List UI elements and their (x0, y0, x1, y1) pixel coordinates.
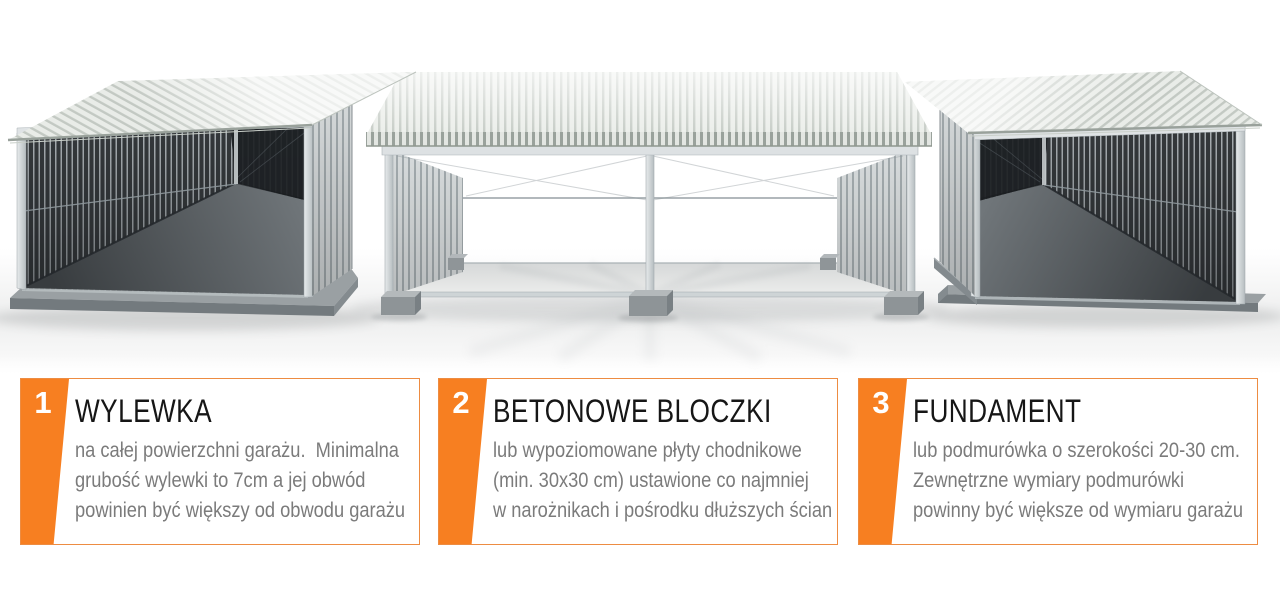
garage-render-right-foundation (905, 71, 1280, 328)
info-card-betonowe-bloczki (438, 378, 838, 545)
garage-render-left-screed (0, 72, 416, 331)
card-body-line: lub wypoziomowane płyty chodnikowe (493, 439, 802, 462)
step-number: 1 (34, 385, 52, 420)
card-body-line: powinny być większe od wymiaru garażu (913, 499, 1244, 522)
card-title: BETONOWE BLOCZKI (493, 393, 772, 429)
card-body-line: w narożnikach i pośrodku dłuższych ścian (493, 499, 833, 522)
card-body-line: Zewnętrzne wymiary podmurówki (913, 469, 1185, 492)
card-body (913, 436, 1257, 526)
info-card-fundament (858, 378, 1258, 545)
step-number: 2 (452, 385, 470, 420)
card-body-line: powinien być większy od obwodu garażu (75, 499, 406, 522)
card-body-line: grubość wylewki to 7cm a jej obwód (75, 469, 366, 492)
card-body-line: (min. 30x30 cm) ustawione co najmniej (493, 469, 809, 492)
info-card-wylewka (20, 378, 420, 545)
step-number: 3 (872, 385, 890, 420)
card-title: FUNDAMENT (913, 393, 1082, 429)
card-body-line: lub podmurówka o szerokości 20-30 cm. (913, 439, 1240, 462)
card-body-line: na całej powierzchni garażu. Minimalna (75, 439, 399, 462)
card-title: WYLEWKA (75, 393, 213, 429)
card-body (493, 436, 837, 526)
garage-render-middle-blocks (350, 72, 950, 360)
card-body (75, 436, 419, 526)
